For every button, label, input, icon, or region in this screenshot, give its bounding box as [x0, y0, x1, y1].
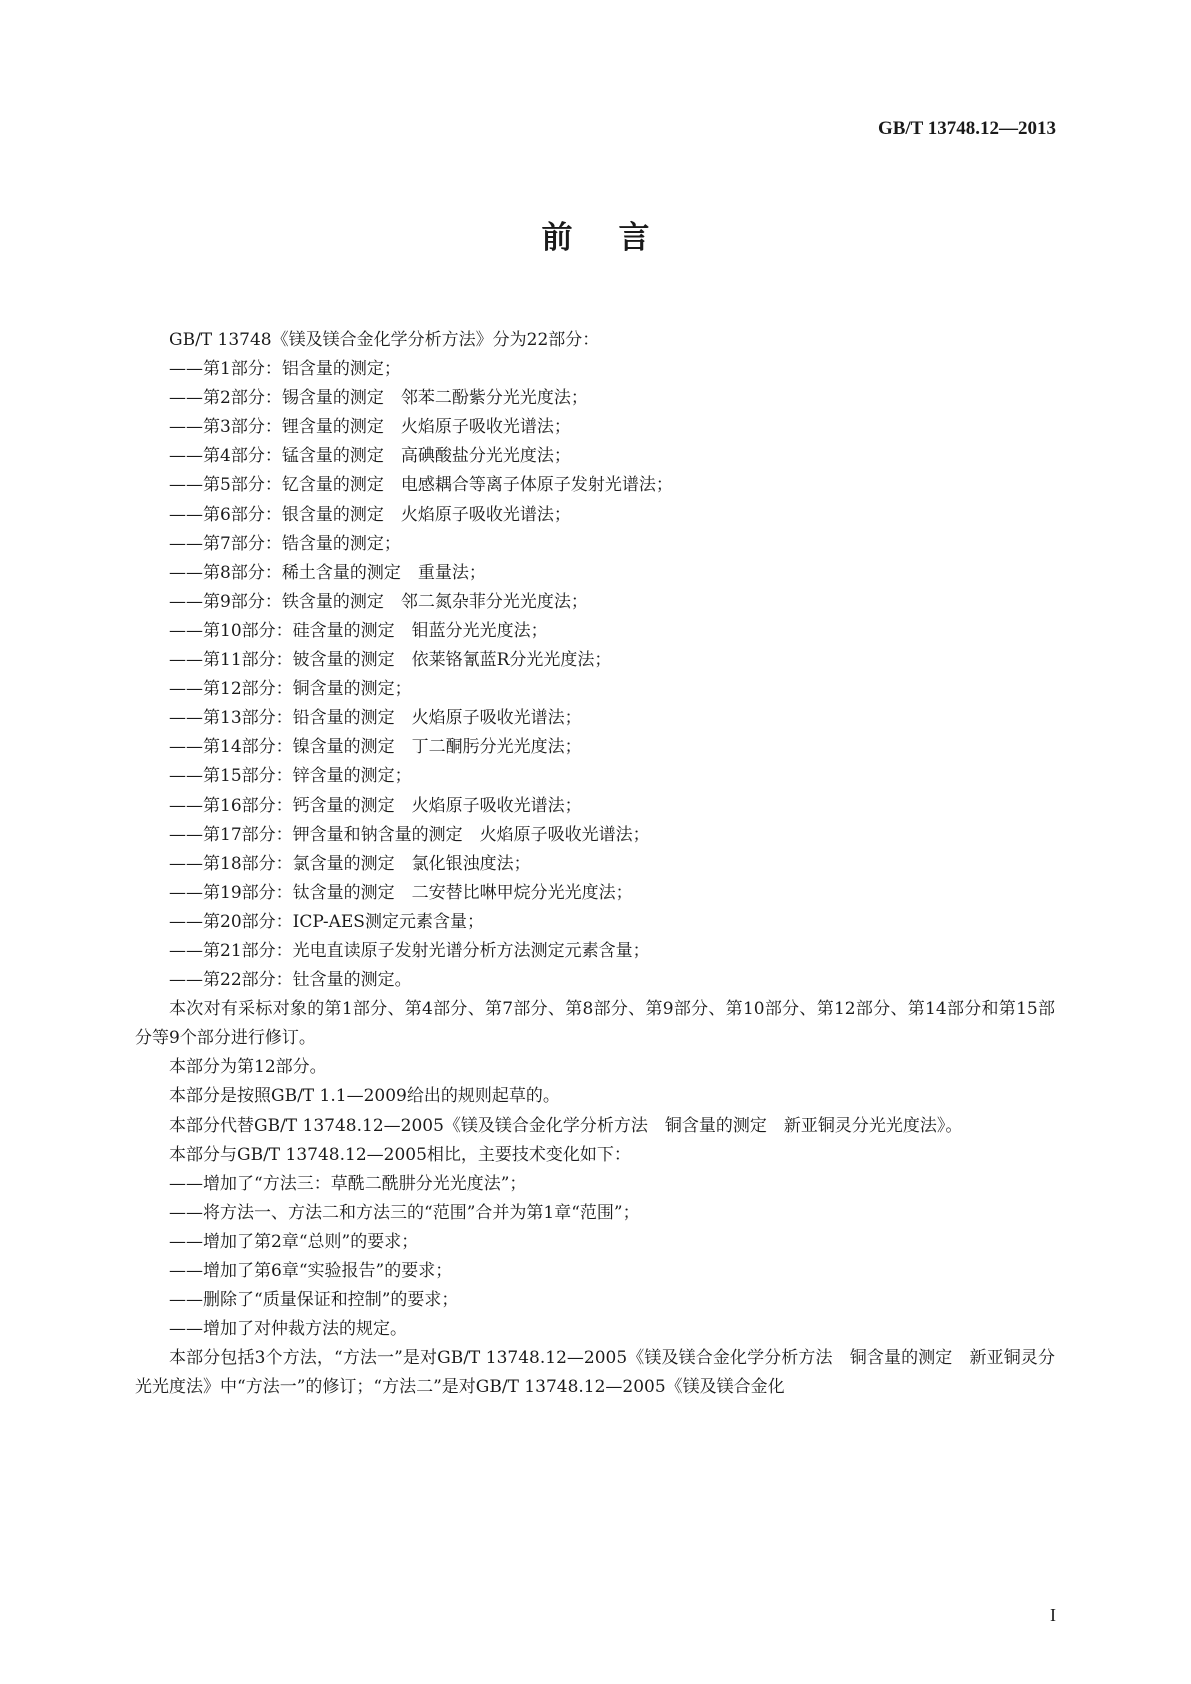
change-item: ——增加了“方法三：草酰二酰肼分光光度法”； — [169, 1173, 527, 1194]
revision-paragraph: 本次对有采标对象的第1部分、第4部分、第7部分、第8部分、第9部分、第10部分、第12部分、第14部分和第15部分等9个部分进行修订。 — [135, 999, 1055, 1049]
part-item: ——第15部分：锌含量的测定； — [169, 766, 412, 787]
document-body — [135, 326, 1055, 1402]
changes-intro-paragraph: 本部分与GB/T 13748.12—2005相比，主要技术变化如下： — [169, 1144, 631, 1165]
part-item: ——第11部分：铍含量的测定 依莱铬氰蓝R分光光度法； — [169, 650, 612, 671]
part-item: ——第13部分：铅含量的测定 火焰原子吸收光谱法； — [169, 708, 582, 729]
part-item: ——第6部分：银含量的测定 火焰原子吸收光谱法； — [169, 504, 571, 525]
part-item: ——第19部分：钛含量的测定 二安替比啉甲烷分光光度法； — [169, 882, 633, 903]
change-item: ——删除了“质量保证和控制”的要求； — [169, 1290, 459, 1311]
part-item: ——第18部分：氯含量的测定 氯化银浊度法； — [169, 853, 531, 874]
part-item: ——第8部分：稀土含量的测定 重量法； — [169, 562, 486, 583]
part-item: ——第3部分：锂含量的测定 火焰原子吸收光谱法； — [169, 417, 571, 438]
part-item: ——第9部分：铁含量的测定 邻二氮杂菲分光光度法； — [169, 591, 588, 612]
part-item: ——第12部分：铜含量的测定； — [169, 679, 412, 700]
changes-list — [135, 1170, 1055, 1345]
page-number: I — [1050, 1605, 1056, 1625]
part-item: ——第2部分：锡含量的测定 邻苯二酚紫分光光度法； — [169, 388, 588, 409]
change-item: ——将方法一、方法二和方法三的“范围”合并为第1章“范围”； — [169, 1202, 640, 1223]
part-item: ——第21部分：光电直读原子发射光谱分析方法测定元素含量； — [169, 940, 650, 961]
part-item: ——第4部分：锰含量的测定 高碘酸盐分光光度法； — [169, 446, 571, 467]
part-item: ——第14部分：镍含量的测定 丁二酮肟分光光度法； — [169, 737, 582, 758]
this-part-paragraph: 本部分为第12部分。 — [169, 1057, 327, 1078]
methods-paragraph: 本部分包括3个方法，“方法一”是对GB/T 13748.12—2005《镁及镁合金化学分析方法 铜含量的测定 新亚铜灵分光光度法》中“方法一”的修订；“方法二”是对GB/T 13748.12—2005《镁及镁合金化 — [135, 1348, 1055, 1398]
parts-list — [135, 355, 1055, 995]
part-item: ——第1部分：铝含量的测定； — [169, 359, 401, 380]
part-item: ——第16部分：钙含量的测定 火焰原子吸收光谱法； — [169, 795, 582, 816]
part-item: ——第5部分：钇含量的测定 电感耦合等离子体原子发射光谱法； — [169, 475, 673, 496]
drafting-rule-paragraph: 本部分是按照GB/T 1.1—2009给出的规则起草的。 — [169, 1086, 560, 1107]
part-item: ——第17部分：钾含量和钠含量的测定 火焰原子吸收光谱法； — [169, 824, 650, 845]
part-item: ——第20部分：ICP-AES测定元素含量； — [169, 911, 484, 932]
part-item: ——第7部分：锆含量的测定； — [169, 533, 401, 554]
change-item: ——增加了对仲裁方法的规定。 — [169, 1319, 407, 1340]
part-item: ——第22部分：钍含量的测定。 — [169, 970, 412, 991]
change-item: ——增加了第2章“总则”的要求； — [169, 1231, 419, 1252]
replaces-paragraph: 本部分代替GB/T 13748.12—2005《镁及镁合金化学分析方法 铜含量的测定 新亚铜灵分光光度法》。 — [169, 1115, 963, 1136]
standard-code: GB/T 13748.12—2013 — [877, 118, 1056, 139]
intro-paragraph: GB/T 13748《镁及镁合金化学分析方法》分为22部分： — [169, 330, 600, 350]
page-title: 前言 — [541, 220, 696, 256]
part-item: ——第10部分：硅含量的测定 钼蓝分光光度法； — [169, 620, 548, 641]
change-item: ——增加了第6章“实验报告”的要求； — [169, 1261, 453, 1281]
